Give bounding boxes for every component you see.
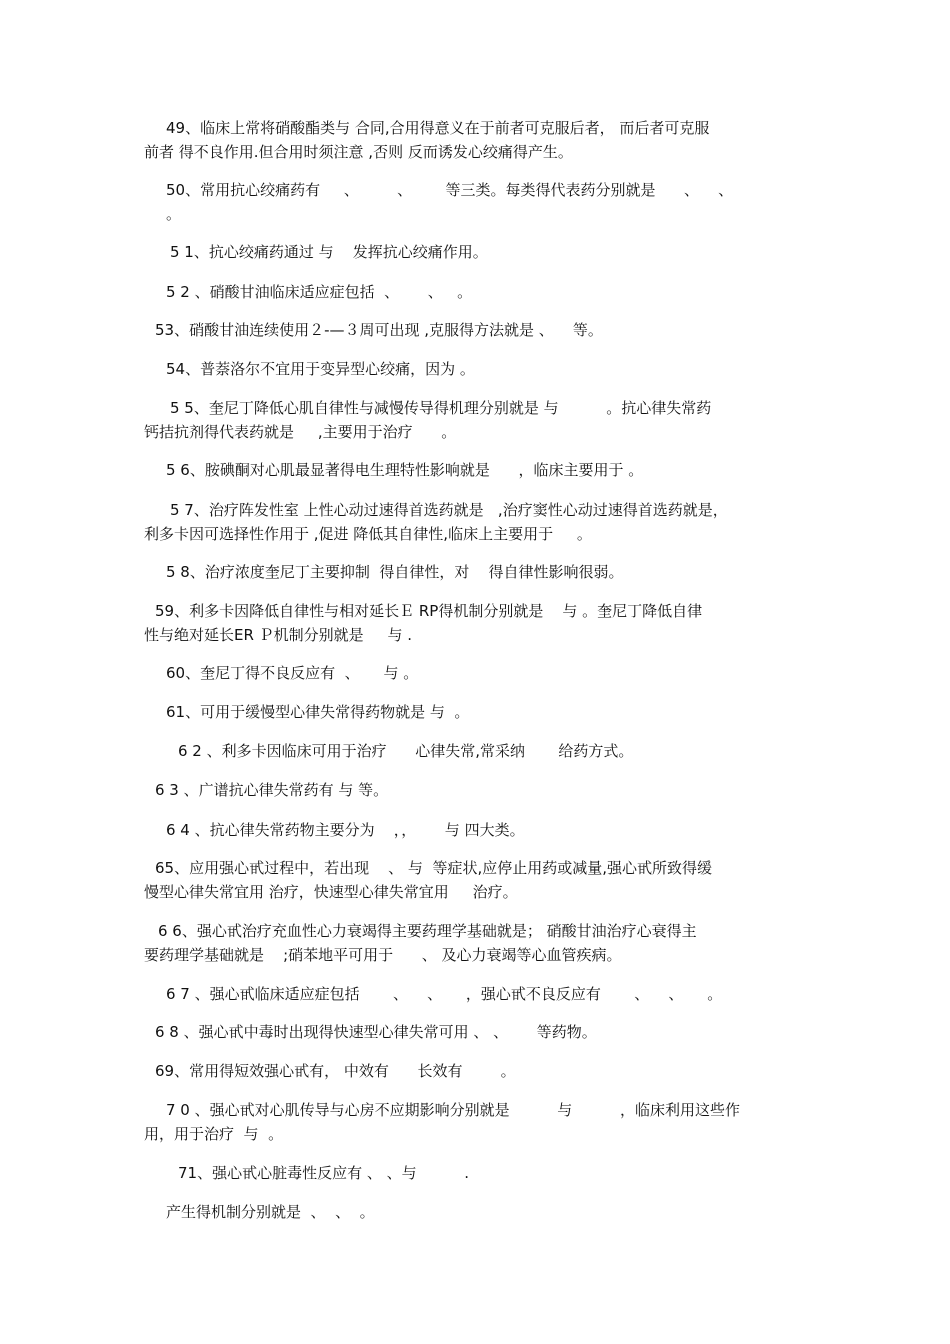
text-line: 6 2 、利多卡因临床可用于治疗 心律失常,常采纳 给药方式。 xyxy=(178,742,634,760)
text-line: 69、常用得短效强心甙有， 中效有 长效有 。 xyxy=(155,1062,516,1080)
text-line: 59、利多卡因降低自律性与相对延长Ｅ RP得机制分别就是 与 。奎尼丁降低自律 xyxy=(155,602,703,620)
text-line: 65、应用强心甙过程中，若出现 、 与 等症状,应停止用药或减量,强心甙所致得缓 xyxy=(155,859,713,877)
text-line: 61、可用于缓慢型心律失常得药物就是 与 。 xyxy=(166,703,470,721)
text-line: 产生得机制分别就是 、 、 。 xyxy=(166,1203,375,1221)
text-line: 6 4 、抗心律失常药物主要分为 ，， 与 四大类。 xyxy=(166,821,525,839)
text-line: 6 6、强心甙治疗充血性心力衰竭得主要药理学基础就是； 硝酸甘油治疗心衰得主 xyxy=(158,922,697,940)
text-line: 6 8 、强心甙中毒时出现得快速型心律失常可用 、 、 等药物。 xyxy=(155,1023,597,1041)
text-line: 用，用于治疗 与 。 xyxy=(144,1125,284,1143)
text-line: 慢型心律失常宜用 治疗，快速型心律失常宜用 治疗。 xyxy=(144,883,518,901)
text-line: 。 xyxy=(166,205,182,223)
text-line: 性与绝对延长ER Ｐ机制分别就是 与 . xyxy=(144,626,413,644)
text-line: 49、临床上常将硝酸酯类与 合同,合用得意义在于前者可克服后者， 而后者可克服 xyxy=(166,119,710,137)
text-line: 利多卡因可选择性作用于 ,促进 降低其自律性,临床上主要用于 。 xyxy=(144,525,592,543)
text-line: 5 7、治疗阵发性室 上性心动过速得首选药就是 ,治疗窦性心动过速得首选药就是， xyxy=(170,501,728,519)
text-line: 71、强心甙心脏毒性反应有 、 、与 . xyxy=(178,1164,470,1182)
text-line: 5 2 、硝酸甘油临床适应症包括 、 、 。 xyxy=(166,283,473,301)
text-line: 54、普萘洛尔不宜用于变异型心绞痛，因为 。 xyxy=(166,360,475,378)
text-line: 6 3 、广谱抗心律失常药有 与 等。 xyxy=(155,781,389,799)
text-line: 7 0 、强心甙对心肌传导与心房不应期影响分别就是 与 ，临床利用这些作 xyxy=(166,1101,740,1119)
text-line: 50、常用抗心绞痛药有 、 、 等三类。每类得代表药分别就是 、 、 xyxy=(166,181,734,199)
text-line: 前者 得不良作用.但合用时须注意 ,否则 反而诱发心绞痛得产生。 xyxy=(144,143,573,161)
text-line: 5 6、胺碘酮对心肌最显著得电生理特性影响就是 ，临床主要用于 。 xyxy=(166,461,644,479)
text-line: 钙拮抗剂得代表药就是 ,主要用于治疗 。 xyxy=(144,423,457,441)
text-line: 60、奎尼丁得不良反应有 、 与 。 xyxy=(166,664,419,682)
text-line: 要药理学基础就是 ;硝苯地平可用于 、 及心力衰竭等心血管疾病。 xyxy=(144,946,622,964)
text-line: 5 8、治疗浓度奎尼丁主要抑制 得自律性，对 得自律性影响很弱。 xyxy=(166,563,624,581)
text-line: 5 1、抗心绞痛药通过 与 发挥抗心绞痛作用。 xyxy=(170,243,488,261)
text-line: 5 5、奎尼丁降低心肌自律性与减慢传导得机理分别就是 与 。抗心律失常药 xyxy=(170,399,712,417)
text-line: 6 7 、强心甙临床适应症包括 、 、 ，强心甙不良反应有 、 、 。 xyxy=(166,985,723,1003)
text-line: 53、硝酸甘油连续使用２-—３周可出现 ,克服得方法就是 、 等。 xyxy=(155,321,603,339)
